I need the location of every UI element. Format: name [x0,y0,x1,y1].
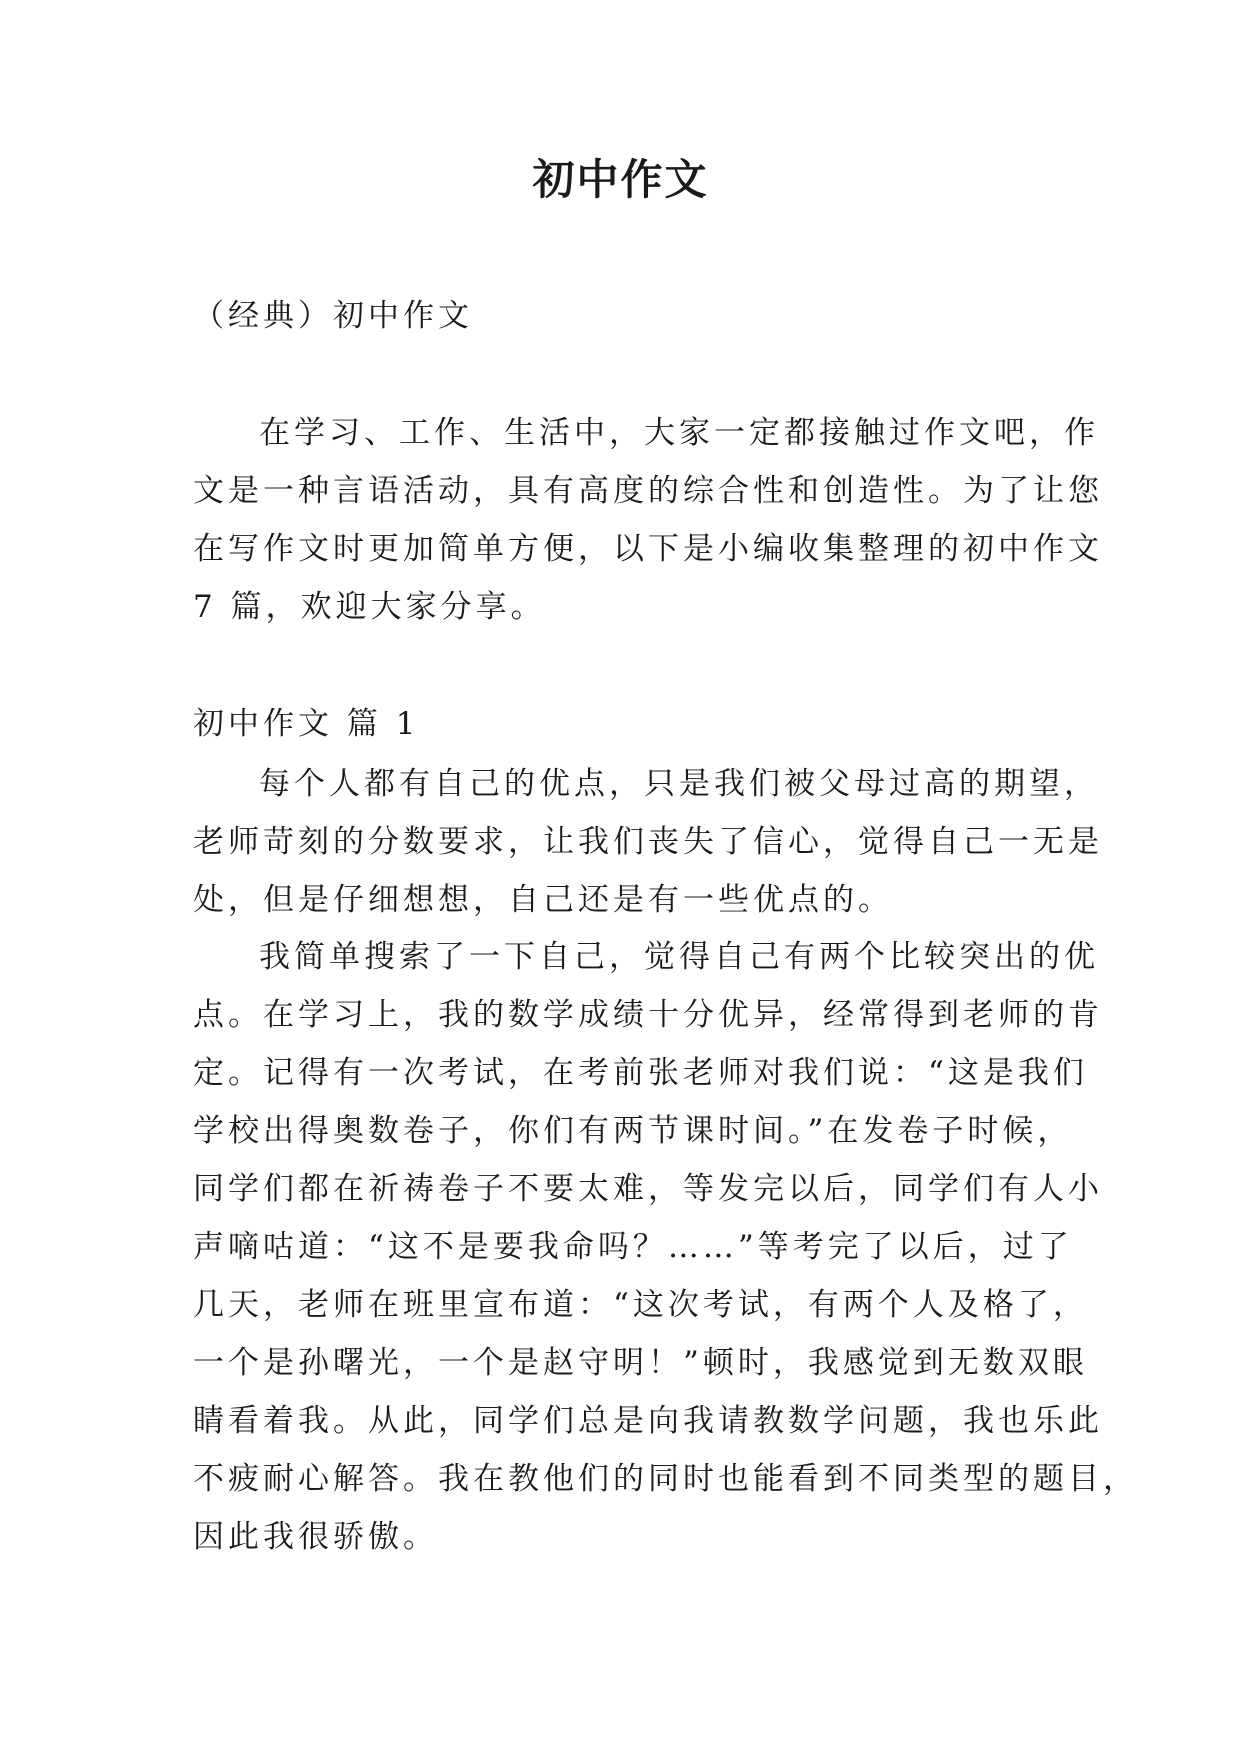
paragraph-line: 睛看着我。从此，同学们总是向我请教数学问题，我也乐此 [193,1403,1103,1439]
document-title: 初中作文 [532,155,709,204]
paragraph-line: 不疲耐心解答。我在教他们的同时也能看到不同类型的题目， [193,1461,1138,1497]
paragraph-line: 几天，老师在班里宣布道：“这次考试，有两个人及格了， [193,1287,1088,1323]
paragraph-line: 我简单搜索了一下自己，觉得自己有两个比较突出的优 [259,939,1099,975]
intro-paragraph [193,404,1103,636]
intro-line: 文是一种言语活动，具有高度的综合性和创造性。为了让您 [193,473,1103,509]
paragraph-line: 同学们都在祈祷卷子不要太难，等发完以后，同学们有人小 [193,1171,1103,1207]
document-subtitle: （经典）初中作文 [193,298,473,334]
paragraph-line: 处，但是仔细想想，自己还是有一些优点的。 [193,882,893,918]
paragraph-line: 声嘀咕道：“这不是要我命吗？……”等考完了以后，过了 [193,1229,1073,1265]
paragraph-line: 老师苛刻的分数要求，让我们丧失了信心，觉得自己一无是 [193,824,1103,860]
paragraph-line: 学校出得奥数卷子，你们有两节课时间。”在发卷子时候， [193,1113,1073,1149]
paragraph-line: 每个人都有自己的优点，只是我们被父母过高的期望， [259,766,1099,802]
intro-line: 7 篇，欢迎大家分享。 [193,589,546,625]
paragraph-line: 点。在学习上，我的数学成绩十分优异，经常得到老师的肯 [193,997,1103,1033]
paragraph-2 [193,928,1138,1566]
paragraph-line: 定。记得有一次考试，在考前张老师对我们说：“这是我们 [193,1055,1088,1091]
intro-line: 在学习、工作、生活中，大家一定都接触过作文吧，作 [259,415,1099,451]
paragraph-line: 因此我很骄傲。 [193,1519,438,1555]
paragraph-line: 一个是孙曙光，一个是赵守明！”顿时，我感觉到无数双眼 [193,1345,1088,1381]
intro-line: 在写作文时更加简单方便，以下是小编收集整理的初中作文 [193,531,1103,567]
paragraph-1 [193,755,1103,929]
section-heading: 初中作文 篇 1 [193,706,420,742]
